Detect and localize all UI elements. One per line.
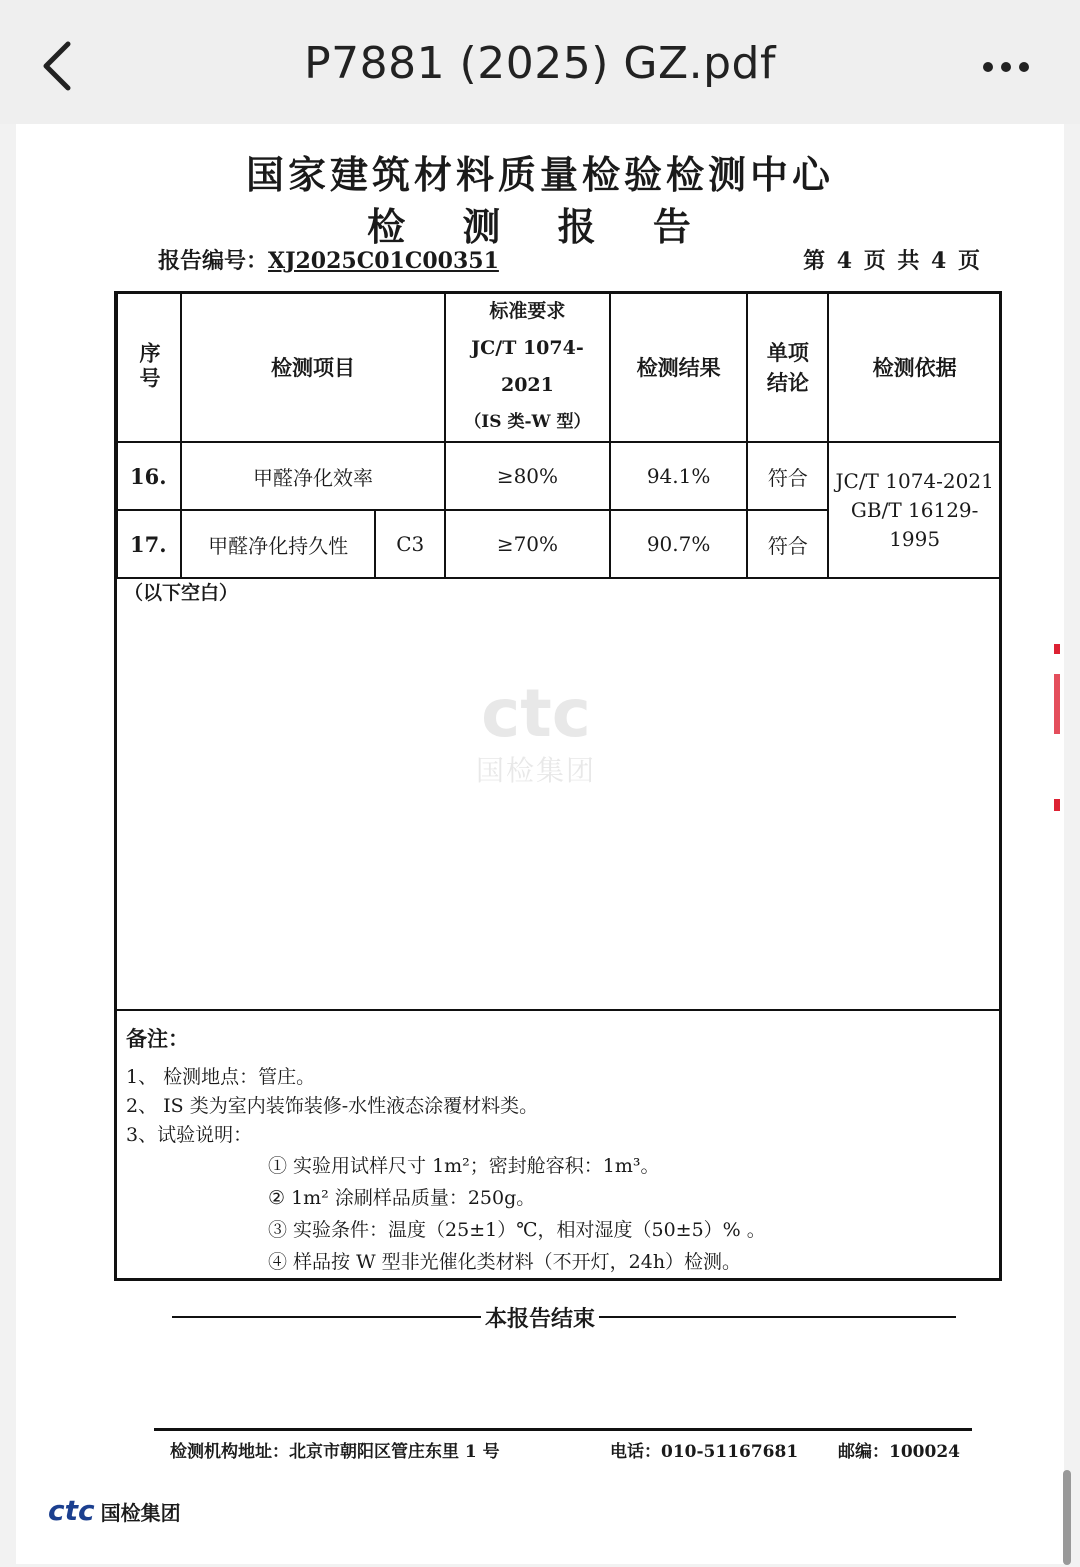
row-item: 甲醛净化效率 (181, 442, 445, 510)
report-number-value: XJ2025C01C00351 (268, 248, 499, 274)
row-seq: 17. (117, 510, 181, 578)
watermark-name: 国检集团 (475, 754, 596, 787)
row-standard: ≥80% (445, 442, 610, 510)
report-number-label: 报告编号： (158, 248, 269, 274)
note-sub-item: ② 1m² 涂刷样品质量：250g。 (268, 1187, 536, 1209)
blank-note: （以下空白） (124, 582, 239, 604)
table-row (117, 442, 1001, 510)
basis-line-2: GB/T 16129- (850, 497, 979, 522)
row-standard: ≥70% (445, 510, 610, 578)
row-sub: C3 (375, 510, 445, 578)
org-name: 国家建筑材料质量检验检测中心 (245, 152, 834, 197)
header-standard-l1: 标准要求 (489, 300, 566, 322)
note-item: 2、 IS 类为室内装饰装修-水性液态涂覆材料类。 (126, 1095, 539, 1117)
footer-rule (154, 1428, 972, 1431)
header-item: 检测项目 (181, 292, 445, 442)
report-number (158, 244, 499, 275)
header-basis: 检测依据 (828, 292, 1001, 442)
header-result: 检测结果 (610, 292, 748, 442)
logo-mark: ctc (48, 1494, 95, 1527)
note-item: 1、 检测地点：管庄。 (126, 1066, 316, 1088)
note-sub-item: ④ 样品按 W 型非光催化类材料（不开灯，24h）检测。 (268, 1251, 742, 1273)
scrollbar[interactable] (1063, 1470, 1071, 1565)
page-info: 第 4 页 共 4 页 (803, 248, 982, 274)
row-result: 90.7% (610, 510, 748, 578)
report-end-text: 本报告结束 (481, 1306, 599, 1332)
pdf-page[interactable] (16, 124, 1064, 1564)
header-standard-l3: 2021 (500, 374, 554, 396)
watermark-mark: ctc (481, 675, 591, 752)
notes-heading: 备注： (126, 1026, 189, 1051)
more-options-icon[interactable] (982, 55, 1030, 79)
document-title: P7881 (2025) GZ.pdf (304, 38, 776, 89)
row-item: 甲醛净化持久性 (181, 510, 375, 578)
note-sub-item: ③ 实验条件：温度（25±1）℃，相对湿度（50±5）% 。 (268, 1219, 766, 1241)
footer-postcode: 邮编：100024 (838, 1442, 960, 1462)
basis-line-3: 1995 (889, 526, 941, 551)
note-sub-item: ① 实验用试样尺寸 1m²；密封舱容积：1m³。 (268, 1155, 660, 1177)
report-end (16, 1302, 1064, 1333)
header-seq: 序号 (117, 292, 181, 442)
ctc-logo (48, 1494, 181, 1527)
note-item: 3、试验说明： (126, 1124, 253, 1146)
seal-stamp-edge (1052, 644, 1062, 814)
header-standard-l2: JC/T 1074- (471, 337, 584, 359)
row-basis (828, 442, 1001, 578)
notes-section (126, 1024, 766, 1278)
row-seq: 16. (117, 442, 181, 510)
row-conclusion: 符合 (747, 510, 828, 578)
test-results-table (116, 291, 1002, 579)
row-conclusion: 符合 (747, 442, 828, 510)
app-topbar (0, 0, 1080, 124)
report-title: 检 测 报 告 (367, 204, 713, 249)
footer-phone: 电话：010-51167681 (610, 1442, 799, 1462)
notes-divider (114, 1009, 1002, 1011)
logo-name: 国检集团 (100, 1501, 181, 1525)
watermark (456, 675, 616, 809)
table-header-row (117, 292, 1001, 442)
row-result: 94.1% (610, 442, 748, 510)
header-standard-l4: （IS 类-W 型） (464, 412, 591, 432)
header-conclusion: 单项结论 (747, 292, 828, 442)
footer-address: 检测机构地址：北京市朝阳区管庄东里 1 号 (170, 1442, 500, 1462)
basis-line-1: JC/T 1074-2021 (835, 468, 994, 493)
cropped-header-line (256, 124, 896, 132)
header-standard (445, 292, 610, 442)
